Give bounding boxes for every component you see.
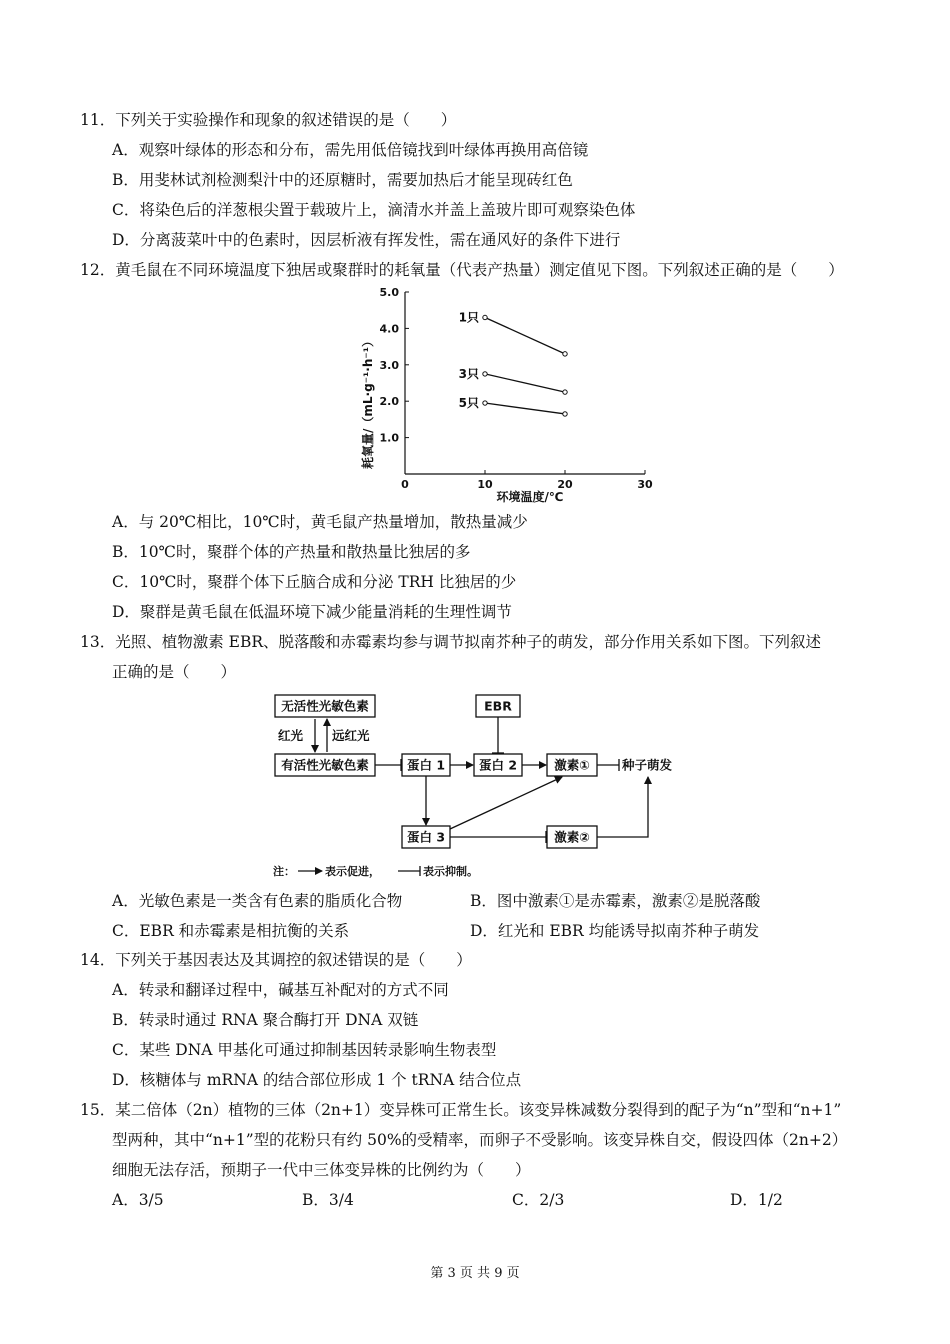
chart-y-label: 耗氧量/（mL·g⁻¹·h⁻¹） [361,335,375,469]
active-pigment-label: 有活性光敏色素 [281,757,369,773]
protein1-label: 蛋白 1 [406,757,446,773]
q12-stem: 12．黄毛鼠在不同环境温度下独居或聚群时的耗氧量（代表产热量）测定值见下图。下列叙述正确的是（ ） [80,261,844,279]
chart-point [483,372,487,376]
regulation-diagram [270,690,690,882]
chart-axes [380,286,653,491]
chart-series-line [485,403,565,414]
q13-option-d: D．红光和 EBR 均能诱导拟南芥种子萌发 [470,922,760,940]
q14-option-a: A．转录和翻译过程中，碱基互补配对的方式不同 [112,981,449,999]
q14-stem: 14．下列关于基因表达及其调控的叙述错误的是（ ） [80,951,472,969]
q11-option-d: D．分离菠菜叶中的色素时，因层析液有挥发性，需在通风好的条件下进行 [112,231,621,249]
q15-option-b: B．3/4 [302,1191,354,1209]
q14-option-c: C．某些 DNA 甲基化可通过抑制基因转录影响生物表型 [112,1041,497,1059]
inactive-pigment-label: 无活性光敏色素 [281,698,369,714]
ebr-label: EBR [484,698,512,714]
q13-option-c: C．EBR 和赤霉素是相抗衡的关系 [112,922,350,940]
chart-y-tick-label: 4.0 [379,322,399,336]
q14-option-d: D．核糖体与 mRNA 的结合部位形成 1 个 tRNA 结合位点 [112,1071,522,1089]
germination-label: 种子萌发 [622,757,673,773]
q12-option-d: D．聚群是黄毛鼠在低温环境下减少能量消耗的生理性调节 [112,603,512,621]
q11-option-b: B．用斐林试剂检测梨汁中的还原糖时，需要加热后才能呈现砖红色 [112,171,573,189]
protein2-label: 蛋白 2 [478,757,518,773]
q13-option-b: B．图中激素①是赤霉素，激素②是脱落酸 [470,892,761,910]
q13-option-a: A．光敏色素是一类含有色素的脂质化合物 [112,892,403,910]
q13-stem-line2: 正确的是（ ） [112,663,237,681]
chart-point [563,412,567,416]
chart-x-tick-label: 20 [557,478,573,491]
chart-point [563,390,567,394]
q12-option-a: A．与 20℃相比，10℃时，黄毛鼠产热量增加，散热量减少 [112,513,528,531]
hormone1-label: 激素① [554,757,590,773]
protein3-promotes-hormone1 [450,777,562,829]
chart-series-label: 1只 [458,310,479,325]
legend-note-prefix: 注： [273,865,295,878]
chart-x-tick-label: 10 [477,478,493,491]
q12-option-c: C．10℃时，聚群个体下丘脑合成和分泌 TRH 比独居的少 [112,573,517,591]
chart-point [483,401,487,405]
q11-option-a: A．观察叶绿体的形态和分布，需先用低倍镜找到叶绿体再换用高倍镜 [112,141,589,159]
q11-stem: 11．下列关于实验操作和现象的叙述错误的是（ ） [80,111,457,129]
q15-stem-line2: 型两种，其中“n+1”型的花粉只有约 50%的受精率，而卵子不受影响。该变异株自交，假设四体（2n+2） [112,1131,848,1149]
chart-series-line [485,374,565,392]
q15-stem-line3: 细胞无法存活，预期子一代中三体变异株的比例约为（ ） [112,1161,531,1179]
q15-option-a: A．3/5 [112,1191,164,1209]
chart-x-label: 环境温度/℃ [496,490,564,504]
chart-point [483,315,487,319]
q12-option-b: B．10℃时，聚群个体的产热量和散热量比独居的多 [112,543,471,561]
protein3-label: 蛋白 3 [406,829,446,845]
oxygen-consumption-chart [360,280,660,508]
page-footer: 第 3 页 共 9 页 [430,1266,520,1281]
chart-y-tick-label: 2.0 [379,395,399,409]
chart-marks [459,310,568,416]
q13-stem-line1: 13．光照、植物激素 EBR、脱落酸和赤霉素均参与调节拟南芥种子的萌发，部分作用关系如下图。下列叙述 [80,633,822,651]
legend-promote-label: 表示促进， [325,865,380,878]
chart-y-tick-label: 5.0 [379,286,399,299]
far-red-light-label: 远红光 [332,728,370,743]
legend-inhibit-label: 表示抑制。 [423,865,478,878]
chart-series-label: 3只 [458,366,479,381]
red-light-label: 红光 [278,728,304,743]
q15-stem-line1: 15．某二倍体（2n）植物的三体（2n+1）变异株可正常生长。该变异株减数分裂得到的配子为“n”型和“n+1” [80,1101,842,1119]
q15-option-c: C．2/3 [512,1191,565,1209]
chart-x-tick-label: 0 [401,478,409,491]
chart-y-tick-label: 1.0 [379,431,399,445]
chart-series-label: 5只 [458,396,479,411]
hormone2-label: 激素② [554,829,590,845]
chart-point [563,352,567,356]
hormone2-promotes-germination [597,777,648,837]
chart-series-line [485,317,565,353]
chart-y-tick-label: 3.0 [379,358,399,372]
q11-option-c: C．将染色后的洋葱根尖置于载玻片上，滴清水并盖上盖玻片即可观察染色体 [112,201,636,219]
q14-option-b: B．转录时通过 RNA 聚合酶打开 DNA 双链 [112,1011,419,1029]
chart-x-tick-label: 30 [637,478,653,491]
q15-option-d: D．1/2 [730,1191,783,1209]
